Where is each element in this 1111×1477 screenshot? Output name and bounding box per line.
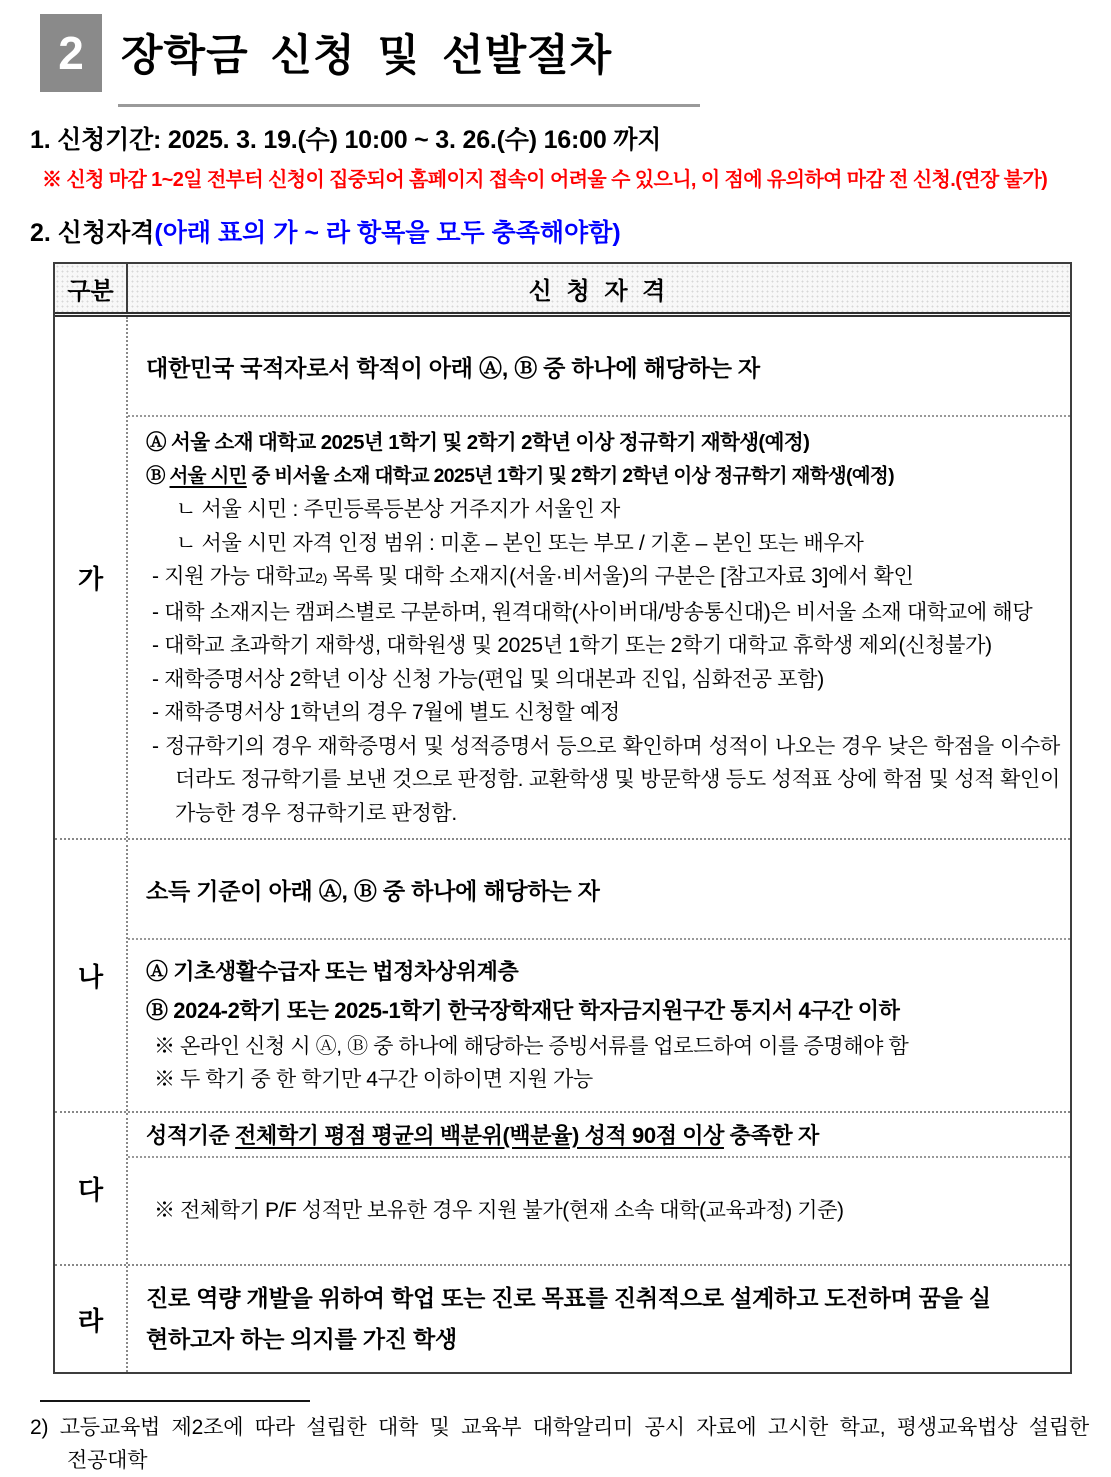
row-label-da: 다 [55, 1113, 128, 1264]
section-number: 2 [58, 27, 84, 79]
eligibility-heading-note: (아래 표의 가 ~ 라 항목을 모두 충족해야함) [154, 219, 621, 247]
table-row-ga [55, 317, 1070, 838]
footnote-rule [40, 1400, 310, 1402]
grade-criteria-underline: 전체학기 평점 평균의 백분위(백분율) 성적 90점 이상 [235, 1123, 724, 1148]
row-content-ga [128, 317, 1070, 838]
table-row-na [55, 838, 1070, 1111]
row-label-na: 나 [55, 840, 128, 1111]
detail-item-b: Ⓑ 서울 시민 중 비서울 소재 대학교 2025년 1학기 및 2학기 2학년 이상 정규학기 재학생(예정) [146, 464, 894, 487]
detail-line-regular-semester: - 정규학기의 경우 재학증명서 및 성적증명서 등으로 확인하며 성적이 나오는 경우 낮은 학점을 이수하더라도 정규학기를 보낸 것으로 판정함. 교환학생 및 방문학생 등도 성적표 상에 학점 및 성적 확인이 가능한 경우 정규학기로 판정함. [152, 734, 1060, 825]
income-note-upload: ※ 온라인 신청 시 Ⓐ, Ⓑ 중 하나에 해당하는 증빙서류를 업로드하여 이를 증명해야 함 [154, 1035, 909, 1058]
eligibility-heading-label: 2. 신청자격 [30, 219, 155, 247]
table-header-row [55, 264, 1070, 317]
application-warning-note: ※ 신청 마감 1~2일 전부터 신청이 집중되어 홈페이지 접속이 어려울 수 있으니, 이 점에 유의하여 마감 전 신청.(연장 불가) [42, 169, 1048, 191]
career-will-text: 진로 역량 개발을 위하여 학업 또는 진로 목표를 진취적으로 설계하고 도전하며 꿈을 실현하고자 하는 의지를 가진 학생 [146, 1285, 991, 1352]
detail-line-year1: - 재학증명서상 1학년의 경우 7월에 별도 신청할 예정 [152, 701, 620, 724]
row-content-ra [128, 1266, 1070, 1372]
detail-item-a: Ⓐ 서울 소재 대학교 2025년 1학기 및 2학기 2학년 이상 정규학기 재학생(예정) [146, 431, 810, 454]
table-row-da [55, 1111, 1070, 1264]
title-underline [118, 104, 700, 107]
income-item-b: Ⓑ 2024-2학기 또는 2025-1학기 한국장학재단 학자금지원구간 통지서 4구간 이하 [146, 998, 900, 1023]
row-details-ga [128, 417, 1070, 838]
section-number-box [40, 14, 102, 92]
detail-subnote-residence: ㄴ 서울 시민 : 주민등록등본상 거주지가 서울인 자 [176, 498, 620, 521]
document-header [0, 14, 1111, 109]
eligibility-table [53, 262, 1072, 1374]
row-intro-grade: 성적기준 전체학기 평점 평균의 백분위(백분율) 성적 90점 이상 충족한 자 [128, 1113, 1070, 1158]
row-label-ga: 가 [55, 317, 128, 838]
page-title: 장학금 신청 및 선발절차 [121, 32, 613, 80]
detail-line-campus: - 대학 소재지는 캠퍼스별로 구분하며, 원격대학(사이버대/방송통신대)은 비서울 소재 대학교에 해당 [152, 600, 1033, 624]
detail-line-exclusions: - 대학교 초과학기 재학생, 대학원생 및 2025년 1학기 또는 2학기 대학교 휴학생 제외(신청불가) [152, 634, 992, 657]
grade-note-pf: ※ 전체학기 P/F 성적만 보유한 경우 지원 불가(현재 소속 대학(교육과정) 기준) [154, 1199, 844, 1222]
row-intro-income: 소득 기준이 아래 Ⓐ, Ⓑ 중 하나에 해당하는 자 [128, 840, 1070, 940]
eligibility-heading [30, 218, 1111, 248]
footnote-ref-2: 2) [315, 570, 328, 586]
table-row-ra [55, 1264, 1070, 1372]
seoul-citizen-underline: 서울 시민 [169, 464, 247, 487]
row-content-na [128, 840, 1070, 1111]
detail-subnote-scope: ㄴ 서울 시민 자격 인정 범위 : 미혼 – 본인 또는 부모 / 기혼 – 본인 또는 배우자 [176, 531, 864, 555]
header-cell-category: 구분 [55, 264, 128, 312]
header-cell-qualification: 신 청 자 격 [528, 277, 670, 305]
detail-line-year2: - 재학증명서상 2학년 이상 신청 가능(편입 및 의대본과 진입, 심화전공 포함) [152, 667, 824, 691]
footnote-text: 2) 고등교육법 제2조에 따라 설립한 대학 및 교육부 대학알리미 공시 자료에 고시한 학교, 평생교육법상 설립한 전공대학 [30, 1416, 1089, 1472]
row-label-ra: 라 [55, 1266, 128, 1372]
income-note-semester: ※ 두 학기 중 한 학기만 4구간 이하이면 지원 가능 [154, 1068, 593, 1091]
row-details-na [128, 940, 1070, 1111]
income-item-a: Ⓐ 기초생활수급자 또는 법정차상위계층 [146, 959, 519, 984]
detail-line-universities: - 지원 가능 대학교2) 목록 및 대학 소재지(서울·비서울)의 구분은 [참고자료 3]에서 확인 [152, 565, 914, 588]
row-content-da [128, 1113, 1070, 1264]
application-period-line: 1. 신청기간: 2025. 3. 19.(수) 10:00 ~ 3. 26.(수) 16:00 까지 [30, 126, 662, 154]
row-intro-nationality: 대한민국 국적자로서 학적이 아래 Ⓐ, Ⓑ 중 하나에 해당하는 자 [128, 317, 1070, 417]
row-details-da [128, 1158, 1070, 1264]
